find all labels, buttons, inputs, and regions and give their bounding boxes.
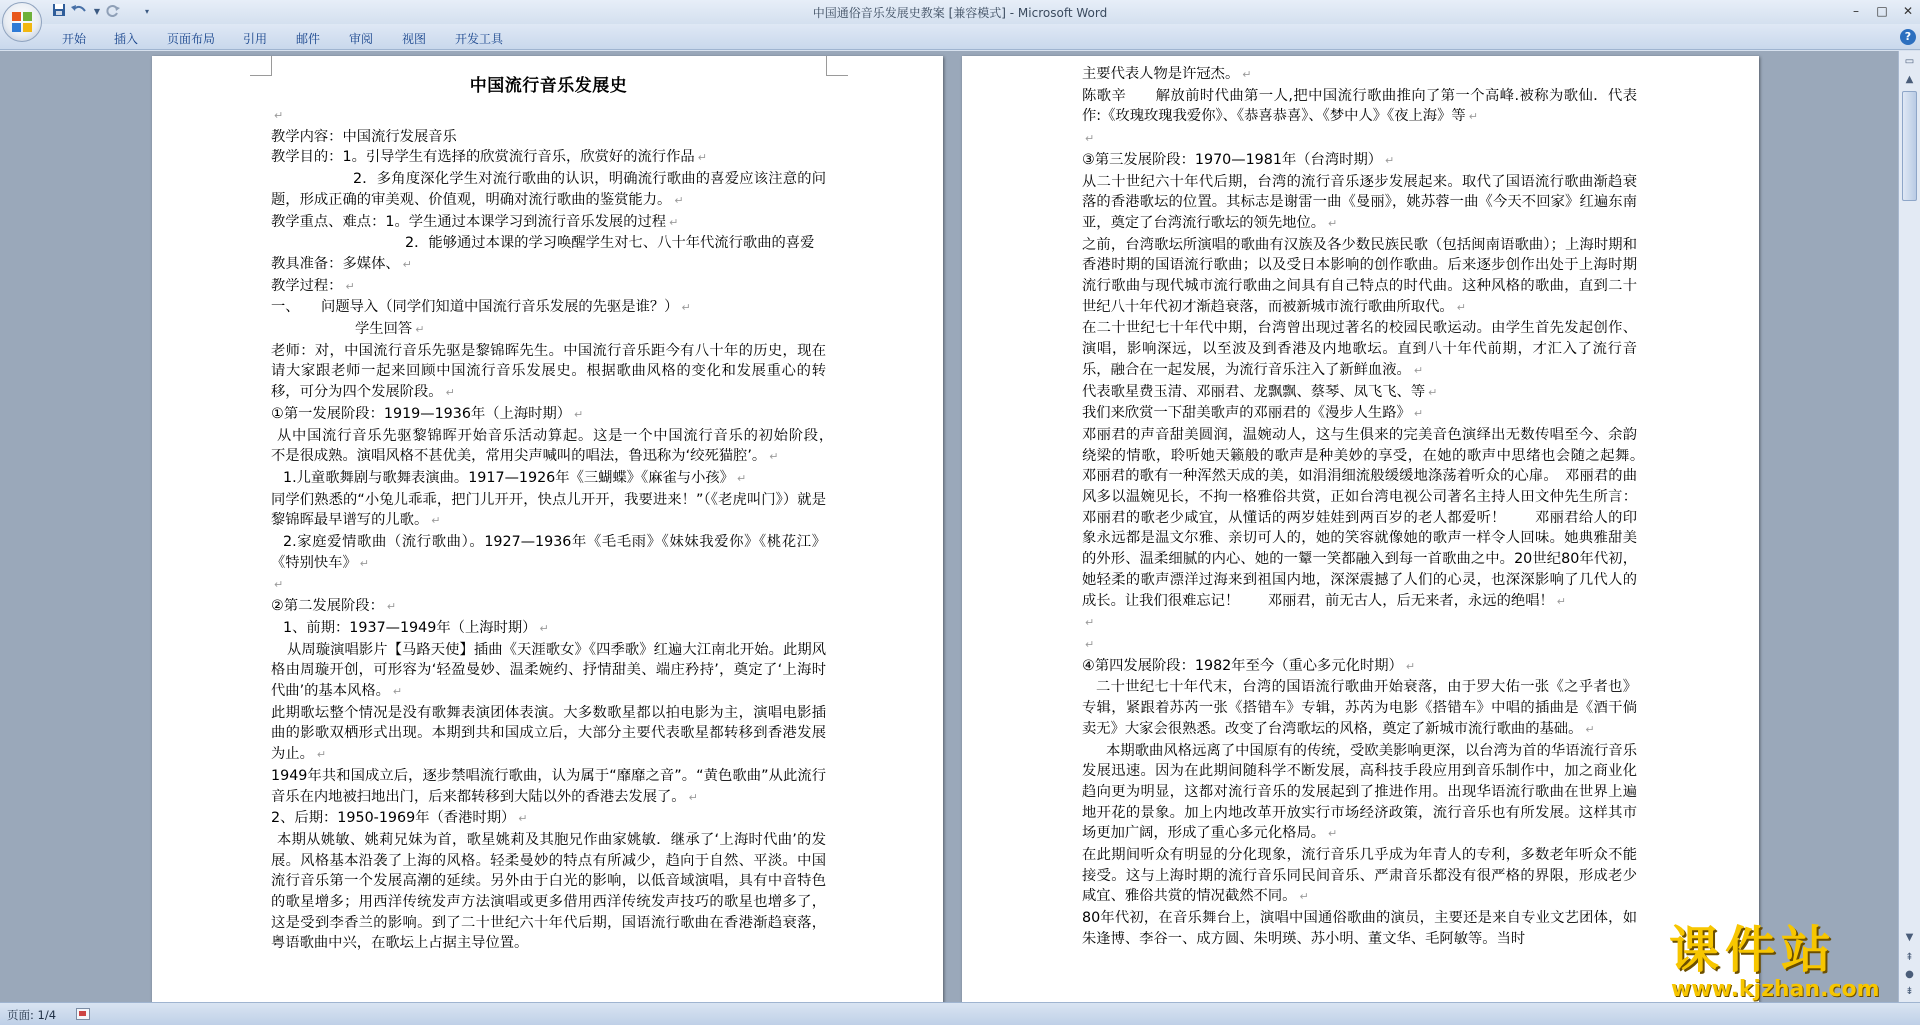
paragraph-mark-icon: ↵ <box>415 323 425 337</box>
paragraph: 从中国流行音乐先驱黎锦晖开始音乐活动算起。这是一个中国流行音乐的初始阶段， 不是很成熟。演唱风格不甚优美，常用尖声喊叫的唱法，鲁迅称为‘绞死猫腔’。 ↵ <box>271 427 841 465</box>
document-area <box>0 51 1898 1002</box>
paragraph: 1.儿童歌舞剧与歌舞表演曲。1917—1926年《三蝴蝶》《麻雀与小孩》 ↵ <box>283 469 747 486</box>
paragraph-mark-icon: ↵ <box>402 257 412 271</box>
paragraph-mark-icon: ↵ <box>445 386 455 400</box>
paragraph <box>1082 634 1637 656</box>
scrollbar-thumb[interactable] <box>1902 91 1917 201</box>
paragraph-mark-icon: ↵ <box>674 193 684 207</box>
margin-corner-mark <box>826 56 848 76</box>
paragraph-mark-icon: ↵ <box>1556 594 1567 608</box>
tab-developer[interactable]: 开发工具 <box>455 32 504 46</box>
tab-references[interactable]: 引用 <box>243 32 268 46</box>
minimize-icon[interactable]: – <box>1853 4 1859 18</box>
paragraph: 本期从姚敏、姚莉兄妹为首，歌星姚莉及其胞兄作曲家姚敏．继承了‘上海时代曲’的发展。风格基本沿袭了上海的风格。轻柔曼妙的特点有所减少，趋向于自然、平淡。中国流行音乐第一个发展高潮的延续。另外由于白光的影响，以低音域演唱，具有中音特色的歌星增多；用西洋传统发声方法演唱或更多借用西洋传统发声技巧的歌星也增多了，这是受到李香兰的影响。到了二十世纪六十年代后期，国语流行歌曲在香港渐趋衰落，粤语歌曲中兴，在歌坛上占据主导位置。 <box>271 831 826 952</box>
paragraph: 代表歌星费玉清、邓丽君、龙飘飘、蔡琴、凤飞飞、等 ↵ <box>1082 383 1438 400</box>
paragraph-mark-icon: ↵ <box>769 450 779 464</box>
tab-home[interactable]: 开始 <box>62 32 87 46</box>
window-title <box>0 4 1920 21</box>
paragraph: 2．能够通过本课的学习唤醒学生对七、八十年代流行歌曲的喜爱 <box>405 235 815 252</box>
paragraph: 1、前期：1937—1949年（上海时期） ↵ <box>283 619 549 636</box>
maximize-icon[interactable]: □ <box>1876 4 1888 18</box>
paragraph-mark-icon: ↵ <box>697 151 707 165</box>
page-1-content <box>271 70 841 954</box>
ribbon-tabs <box>0 24 1920 50</box>
paragraph-mark-icon: ↵ <box>1405 659 1416 673</box>
paragraph-mark-icon: ↵ <box>274 578 284 592</box>
document-heading: 中国流行音乐发展史 <box>469 76 628 96</box>
paragraph: 从二十世纪六十年代后期，台湾的流行音乐逐步发展起来。取代了国语流行歌曲渐趋衰落的香港歌坛的位置。其标志是谢雷一曲《曼丽》，姚苏蓉一曲《今天不回家》红遍东南亚，奠定了台湾流行歌坛的领先地位。 ↵ <box>1082 173 1637 231</box>
status-bar <box>0 1002 1920 1025</box>
paragraph: 2、后期：1950-1969年（香港时期） ↵ <box>271 810 528 827</box>
paragraph: 之前，台湾歌坛所演唱的歌曲有汉族及各少数民族民歌（包括闽南语歌曲）；上海时期和香港时期的国语流行歌曲；以及受日本影响的创作歌曲。后来逐步创作出处于上海时期流行歌曲与现代城市流行歌曲之间具有自己特点的时代曲。这种风格的歌曲，直到二十世纪八十年代初才渐趋衰落，而被新城市流行歌曲所取代。 ↵ <box>1082 236 1637 315</box>
close-icon[interactable]: ✕ <box>1902 4 1914 18</box>
paragraph-mark-icon: ↵ <box>1085 616 1095 630</box>
paragraph-mark-icon: ↵ <box>1328 827 1338 841</box>
tab-view[interactable]: 视图 <box>402 32 427 46</box>
paragraph: 从周璇演唱影片【马路天使】插曲《天涯歌女》《四季歌》红遍大江南北开始。此期风格由周璇开创，可形容为‘轻盈曼妙、温柔婉约、抒情甜美、端庄矜持’，奠定了‘上海时代曲’的基本风格。 ↵ <box>271 641 826 699</box>
paragraph: ②第二发展阶段： ↵ <box>271 598 397 615</box>
title-bar <box>0 0 1920 24</box>
paragraph-mark-icon: ↵ <box>1299 890 1309 904</box>
paragraph-mark-icon: ↵ <box>392 684 403 698</box>
tab-insert[interactable]: 插入 <box>114 32 139 46</box>
watermark-url: www.kjzhan.com <box>1671 977 1880 1002</box>
paragraph-mark-icon: ↵ <box>1456 300 1466 314</box>
paragraph-mark-icon: ↵ <box>1085 637 1095 651</box>
paragraph <box>1082 128 1637 150</box>
paragraph-mark-icon: ↵ <box>518 812 528 826</box>
tab-review[interactable]: 审阅 <box>349 32 374 46</box>
select-browse-object-icon[interactable]: ● <box>1905 969 1914 980</box>
paragraph: 二十世纪七十年代末，台湾的国语流行歌曲开始衰落，由于罗大佑一张《之乎者也》专辑，紧跟着苏芮一张《搭错车》专辑，苏芮为电影《搭错车》中唱的插曲是《酒干倘卖无》大家会很熟悉。改变了台湾歌坛的风格，奠定了新城市流行歌曲的基础。 ↵ <box>1082 679 1637 737</box>
paragraph-mark-icon: ↵ <box>345 279 355 293</box>
paragraph-mark-icon: ↵ <box>1428 385 1438 399</box>
document-page-2[interactable] <box>962 56 1759 1002</box>
paragraph: 教学内容：中国流行发展音乐 <box>271 128 457 145</box>
paragraph-mark-icon: ↵ <box>681 301 691 315</box>
paragraph-mark-icon: ↵ <box>1385 153 1395 167</box>
margin-corner-mark <box>250 56 272 76</box>
paragraph: 教学目的：1。引导学生有选择的欣赏流行音乐，欣赏好的流行作品 ↵ <box>271 149 707 166</box>
paragraph-mark-icon: ↵ <box>1085 132 1095 146</box>
paragraph <box>1082 612 1637 634</box>
document-page-1[interactable] <box>152 56 943 1002</box>
paragraph: 教具准备：多媒体、 ↵ <box>271 255 412 272</box>
ruler-toggle-icon[interactable]: ▭ <box>1904 56 1915 67</box>
previous-page-icon[interactable]: ⇞ <box>1905 952 1914 963</box>
tab-mailings[interactable]: 邮件 <box>296 32 321 46</box>
tab-page-layout[interactable]: 页面布局 <box>167 32 216 46</box>
paragraph-mark-icon: ↵ <box>1585 722 1595 736</box>
paragraph: 教学过程： ↵ <box>271 277 355 294</box>
paragraph-mark-icon: ↵ <box>736 471 747 485</box>
paragraph: 本期歌曲风格远离了中国原有的传统，受欧美影响更深，以台湾为首的华语流行音乐发展迅速。因为在此期间随科学不断发展，高科技手段应用到音乐制作中，加之商业化趋向更为明显，这都对流行音乐的发展起到了推进作用。出现华语流行歌曲在世界上遍地开花的景象。加上内地改革开放实行市场经济政策，流行音乐也有所发展。这样其市场更加广阔，形成了重心多元化格局。 ↵ <box>1082 742 1637 842</box>
paragraph: 邓丽君的声音甜美圆润，温婉动人，这与生俱来的完美音色演绎出无数传唱至今、余韵绕梁的情歌，聆听她天籁般的歌声是种美妙的享受，在她的歌声中思绪也会随之起舞。 邓丽君的歌有一种浑然天成的美，如涓涓细流般缓缓地涤荡着听众的心扉。 邓丽君的曲风多以温婉见长，不拘一格雅俗共赏，正如台湾电视公司著名主持人田文仲先生所言：邓丽君的歌老少咸宜，从懂话的两岁娃娃到两百岁的老人都爱听！ 邓丽君给人的印象永远都是温文尔雅、亲切可人的，她的笑容就像她的歌声一样令人回味。她典雅甜美的外形、温柔细腻的内心、她的一颦一笑都融入到每一首歌曲之中。20世纪80年代初，她轻柔的歌声漂洋过海来到祖国内地，深深震撼了人们的心灵，也深深影响了几代人的成长。让我们很难忘记！ 邓丽君，前无古人，后无来者，永远的绝唱！ ↵ <box>1082 426 1666 609</box>
paragraph: 学生回答 ↵ <box>355 321 425 338</box>
scroll-down-icon[interactable]: ▼ <box>1905 932 1914 943</box>
paragraph-mark-icon: ↵ <box>431 514 441 528</box>
paragraph: 80年代初，在音乐舞台上，演唱中国通俗歌曲的演员，主要还是来自专业文艺团体，如朱逢博、李谷一、成方圆、朱明瑛、苏小明、董文华、毛阿敏等。当时 <box>1082 910 1637 947</box>
paragraph-mark-icon: ↵ <box>1242 68 1252 81</box>
paragraph: 主要代表人物是许冠杰。 ↵ <box>1082 66 1252 82</box>
paragraph: ③第三发展阶段：1970—1981年（台湾时期） ↵ <box>1082 151 1395 168</box>
next-page-icon[interactable]: ⇟ <box>1905 986 1914 997</box>
page-count-status[interactable]: 页面: 1/4 <box>7 1008 57 1022</box>
paragraph-mark-icon: ↵ <box>386 600 397 614</box>
paragraph-mark-icon: ↵ <box>1328 216 1338 230</box>
paragraph-mark-icon: ↵ <box>688 790 698 804</box>
scroll-up-icon[interactable]: ▲ <box>1905 74 1914 85</box>
paragraph: 老师：对，中国流行音乐先驱是黎锦晖先生。中国流行音乐距今有八十年的历史，现在请大家跟老师一起来回顾中国流行音乐发展史。根据歌曲风格的变化和发展重心的转移，可分为四个发展阶段。 ↵ <box>271 342 826 401</box>
paragraph-mark-icon: ↵ <box>1413 363 1424 377</box>
paragraph-mark-icon: ↵ <box>669 215 679 229</box>
document-title: 中国通俗音乐发展史教案 [兼容模式] - <box>812 6 1018 20</box>
office-button[interactable] <box>2 2 42 42</box>
paragraph: 在二十世纪七十年代中期，台湾曾出现过著名的校园民歌运动。由学生首先发起创作、演唱，影响深远，以至波及到香港及内地歌坛。直到八十年代前期，才汇入了流行音乐，融合在一起发展，为流行音乐注入了新鲜血液。 ↵ <box>1082 320 1637 378</box>
paragraph: 2.家庭爱情歌曲（流行歌曲）。1927—1936年《毛毛雨》《妹妹我爱你》《桃花江》《特别快车》 ↵ <box>271 534 826 571</box>
paragraph: ④第四发展阶段：1982年至今（重心多元化时期） ↵ <box>1082 657 1416 674</box>
paragraph-mark-icon: ↵ <box>539 621 549 635</box>
macro-record-icon[interactable] <box>76 1008 90 1020</box>
paragraph: 在此期间听众有明显的分化现象，流行音乐几乎成为年青人的专利，多数老年听众不能接受。这与上海时期的流行音乐同民间音乐、严肃音乐都没有很严格的界限，形成老少咸宜、雅俗共赏的情况截然不同。 ↵ <box>1082 847 1637 905</box>
paragraph-mark-icon: ↵ <box>574 407 584 421</box>
paragraph: 我们来欣赏一下甜美歌声的邓丽君的《漫步人生路》 ↵ <box>1082 405 1424 422</box>
app-name: Microsoft Word <box>1017 6 1108 20</box>
paragraph <box>271 105 826 127</box>
office-logo-icon <box>12 12 32 32</box>
paragraph: 同学们熟悉的“小兔儿乖乖，把门儿开开，快点儿开开，我要进来！”（《老虎叫门》）就是黎锦晖最早谱写的儿歌。 ↵ <box>271 491 826 529</box>
paragraph-mark-icon: ↵ <box>316 748 327 762</box>
site-watermark <box>1669 922 1911 1002</box>
paragraph: 一、 问题导入（同学们知道中国流行音乐发展的先驱是谁？） ↵ <box>271 299 691 316</box>
paragraph-mark-icon: ↵ <box>359 556 369 570</box>
paragraph-mark-icon: ↵ <box>1413 407 1424 421</box>
paragraph <box>271 574 826 596</box>
page-2-content <box>1082 64 1666 950</box>
paragraph: 教学重点、难点：1。学生通过本课学习到流行音乐发展的过程 ↵ <box>271 213 679 230</box>
help-icon[interactable]: ? <box>1900 29 1916 45</box>
paragraph-mark-icon: ↵ <box>1468 110 1478 124</box>
paragraph: ①第一发展阶段：1919—1936年（上海时期） ↵ <box>271 405 584 422</box>
paragraph-mark-icon: ↵ <box>274 109 284 122</box>
paragraph: 2．多角度深化学生对流行歌曲的认识，明确流行歌曲的喜爱应该注意的问题，形成正确的审美观、价值观，明确对流行歌曲的鉴赏能力。 ↵ <box>271 171 826 208</box>
paragraph: 陈歌辛 解放前时代曲第一人,把中国流行歌曲推向了第一个高峰.被称为歌仙．代表作:《玫瑰玫瑰我爱你》、《恭喜恭喜》、《梦中人》《夜上海》等 ↵ <box>1082 87 1637 125</box>
paragraph: 1949年共和国成立后，逐步禁唱流行歌曲，认为属于“靡靡之音”。“黄色歌曲”从此流行音乐在内地被扫地出门，后来都转移到大陆以外的香港去发展了。 ↵ <box>271 767 826 805</box>
watermark-title: 课件站 <box>1669 921 1837 979</box>
vertical-scrollbar[interactable] <box>1898 51 1920 1002</box>
undo-dropdown-icon[interactable]: ▼ <box>93 7 101 16</box>
paragraph: 此期歌坛整个情况是没有歌舞表演团体表演。大多数歌星都以拍电影为主，演唱电影插曲的影歌双栖形式出现。本期到共和国成立后，大部分主要代表歌星都转移到香港发展为止。 ↵ <box>271 704 826 763</box>
customize-qat-icon[interactable]: ▾ <box>144 7 149 16</box>
